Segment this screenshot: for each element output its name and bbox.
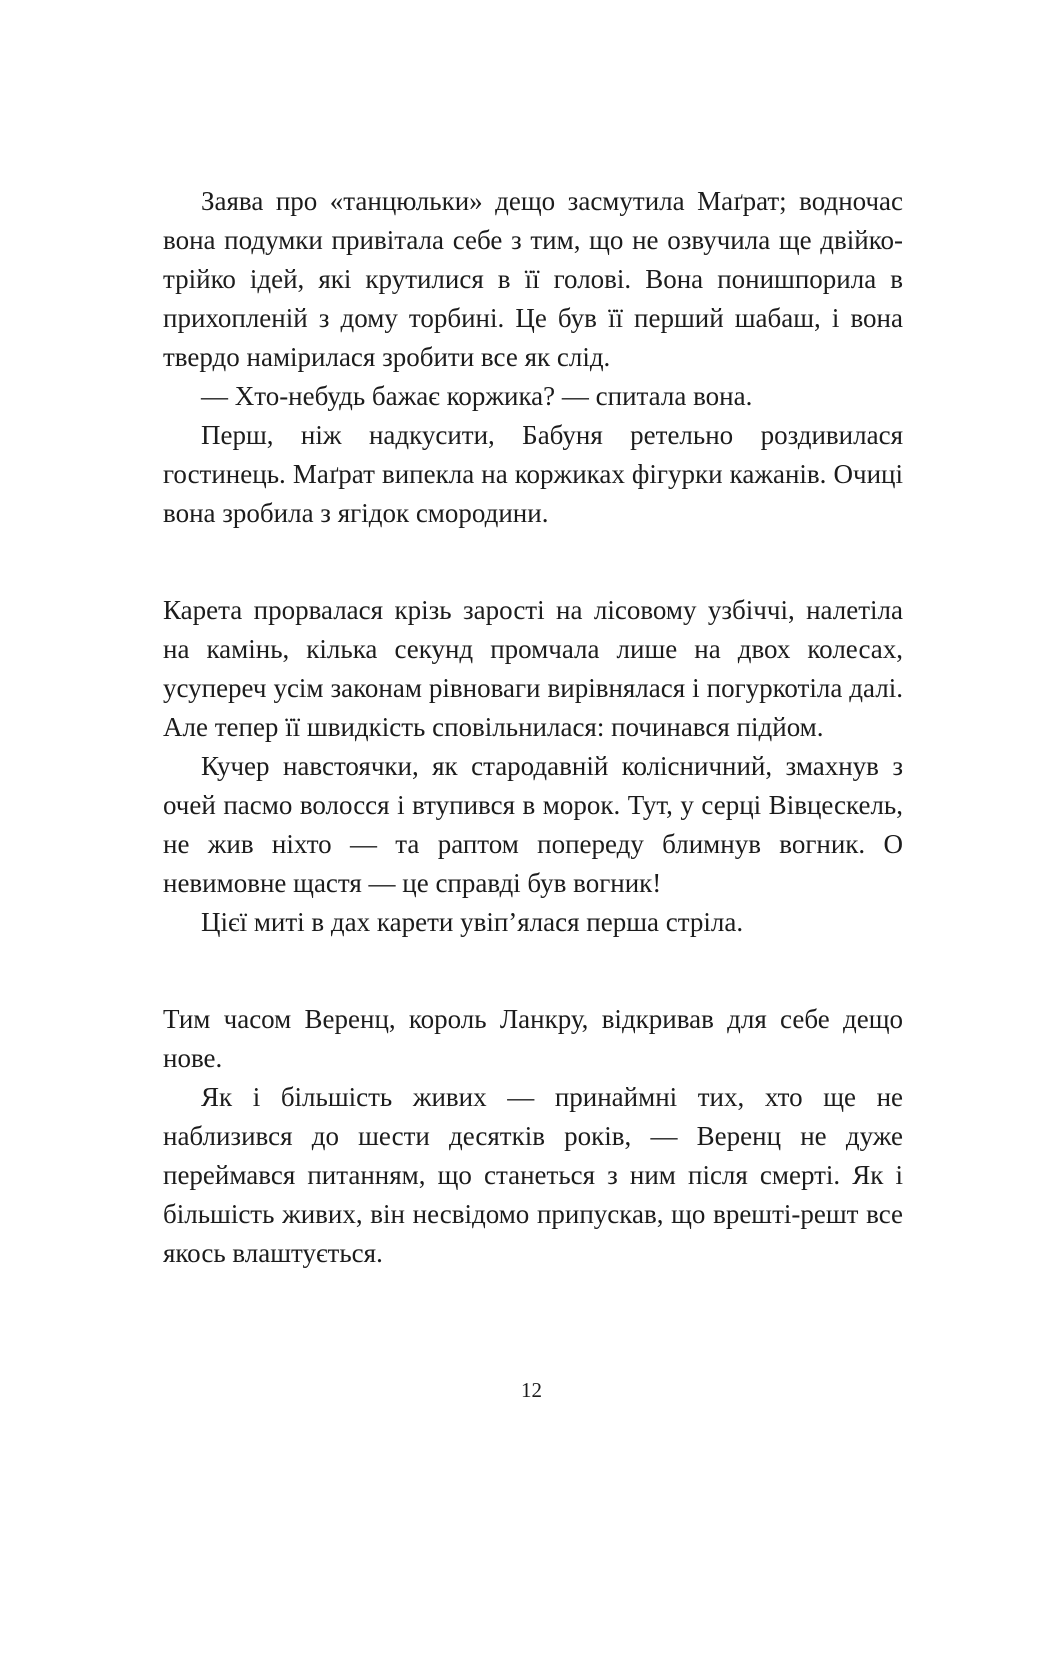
paragraph: Кучер навстоячки, як стародавній колісничний, змахнув з очей пасмо волосся і втупився в морок. Тут, у серці Вівцескель, не жив ніхто — та раптом попереду блимнув вогник. О невимовне щастя — це справді був вогник!: [163, 751, 903, 898]
paragraph: Цієї миті в дах карети увіп’ялася перша стріла.: [201, 907, 744, 937]
section-1: [163, 182, 903, 533]
text-block: [163, 182, 903, 1273]
paragraph: Заява про «танцюльки» дещо засмутила Маґрат; водночас вона подумки привітала себе з тим, що не озвучила ще двійко-трійко ідей, які крутилися в її голові. Вона понишпорила в прихопленій з дому торбині. Це був її перший шабаш, і вона твердо намірилася зробити все як слід.: [163, 186, 903, 372]
paragraph: Як і більшість живих — принаймні тих, хто ще не наблизився до шести десятків років, — Веренц не дуже переймався питанням, що станеться з ним після смерті. Як і більшість живих, він несвідомо припускав, що врешті-решт все якось влаштується.: [163, 1082, 903, 1268]
paragraph-dialogue: — Хто-небудь бажає коржика? — спитала вона.: [201, 381, 753, 411]
paragraph-scene-start: Тим часом Веренц, король Ланкру, відкривав для себе дещо нове.: [163, 1004, 903, 1073]
page-number: 12: [521, 1378, 542, 1402]
section-3: [163, 1000, 903, 1273]
section-2: [163, 591, 903, 942]
paragraph: Перш, ніж надкусити, Бабуня ретельно роздивилася гостинець. Маґрат випекла на коржиках фігурки кажанів. Очиці вона зробила з ягідок смородини.: [163, 420, 903, 528]
paragraph-scene-start: Карета прорвалася крізь зарості на лісовому узбіччі, налетіла на камінь, кілька секунд промчала лише на двох колесах, усупереч усім законам рівноваги вирівнялася і погуркотіла далі. Але тепер її швидкість сповільнилася: починався підйом.: [163, 595, 903, 742]
